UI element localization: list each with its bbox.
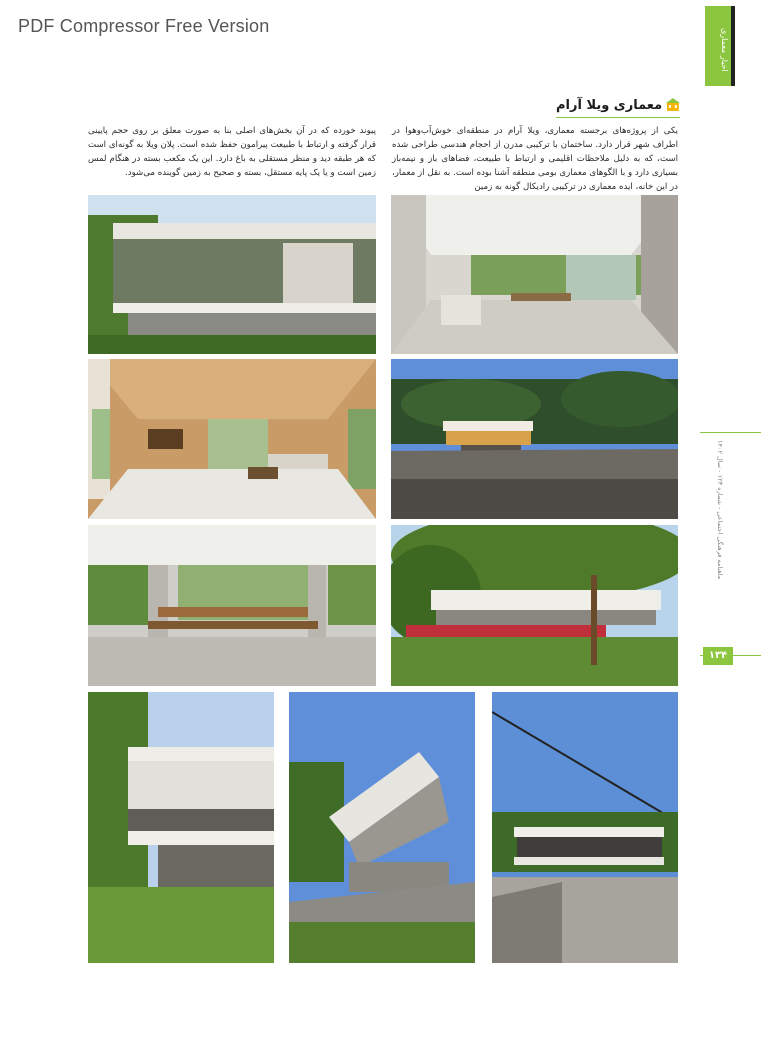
- page-number: ۱۳۴: [703, 647, 733, 665]
- photo-villa-exterior-terrace: [88, 195, 376, 354]
- section-tab-label: اخبار معماری: [720, 28, 729, 72]
- article-paragraph-left: پیوند خورده که در آن بخش‌های اصلی بنا به صورت معلق بر روی حجم پایینی قرار گرفته و ارتباط با طبیعت پیرامون حفظ شده است. پلان ویلا به گونه‌ای است که هر طبقه دید و منظر مستقلی به باغ دارد. این یک مکعب بسته در هنگام لمس زمین است و یا یک پایه مستقل، بسته و صحیح به زمین گوینده می‌شود.: [88, 126, 376, 178]
- photo-villa-front-facade: [88, 692, 274, 963]
- section-tab: [705, 6, 735, 86]
- article-header: [556, 94, 680, 116]
- photo-villa-dining-area: [88, 525, 376, 686]
- watermark: PDF Compressor Free Version: [18, 16, 270, 36]
- title-underline: [556, 117, 680, 118]
- building-icon: [666, 98, 680, 112]
- photo-villa-garden-tree: [391, 525, 678, 686]
- photo-villa-cantilever: [289, 692, 475, 963]
- photo-villa-living-room: [88, 359, 376, 519]
- article-title: معماری ویلا آرام: [556, 97, 663, 113]
- photo-villa-night-view: [391, 359, 678, 519]
- side-divider-top: [700, 432, 761, 433]
- photo-villa-hillside: [492, 692, 678, 963]
- article-paragraph-right: یکی از پروژه‌های برجسته معماری، ویلا آرام در منطقه‌ای خوش‌آب‌وهوا در اطراف شهر قرار دارد. ساختمان با ترکیبی مدرن از احجام هندسی طراحی شده است، که به دلیل ملاحظات اقلیمی و ارتباط با طبیعت، فضاهای باز و نیمه‌باز بسیاری دارد و با الگوهای معماری بومی منطقه آشنا بوده است. به نقل از معمار، در این خانه، ایده معماری در ترکیبی رادیکال گونه به زمین: [392, 126, 678, 192]
- side-publication-text: ماهنامه فرهنگی اجتماعی - شماره ۱۲۳ - سال ۱۴۰۲: [716, 440, 724, 580]
- photo-villa-covered-patio: [391, 195, 678, 354]
